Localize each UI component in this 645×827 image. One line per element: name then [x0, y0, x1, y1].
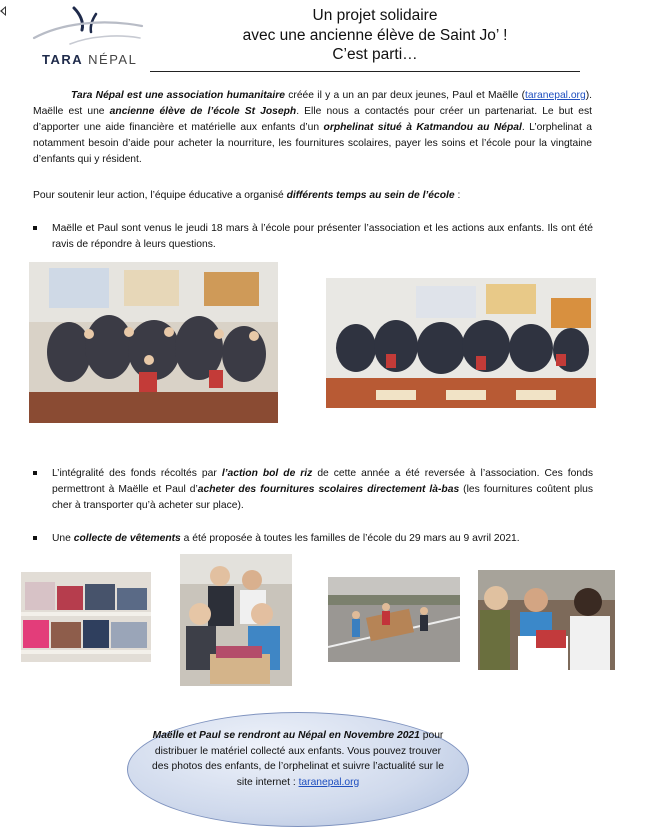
callout-body: pour distribuer le matériel collecté aux enfants. Vous pouvez trouver des photos des enfants, de l’orphelinat et suivre l’actualité sur le site internet :: [152, 730, 444, 788]
b2-text-1: L’intégralité des fonds récoltés par: [52, 468, 222, 479]
photo-children-sorting: [478, 570, 615, 670]
b2-bold-1: l’action bol de riz: [221, 468, 313, 479]
alumni-bold: ancienne élève de l’école St Joseph: [109, 106, 297, 117]
intro-text-1: Pour soutenir leur action, l’équipe éducative a organisé: [33, 190, 287, 201]
bullet-school-visit: [33, 221, 593, 253]
bullet-text: Maëlle et Paul sont venus le jeudi 18 mars à l’école pour présenter l’association et les actions aux enfants. Ils ont été ravis de répondre à leurs questions.: [52, 223, 593, 250]
bullet-square-icon: [33, 226, 37, 230]
org-description-bold: Tara Népal est une association humanitaire: [71, 90, 285, 101]
b3-text-2: a été proposée à toutes les familles de l’école du 29 mars au 9 avril 2021.: [180, 533, 520, 544]
logo-name-light: NÉPAL: [88, 52, 138, 67]
title-line-3: C’est parti…: [332, 46, 418, 63]
b3-bold: collecte de vêtements: [73, 533, 181, 544]
bullet-text: [52, 466, 593, 514]
bullet-rice-bowl: [33, 466, 593, 514]
callout-bold: Maëlle et Paul se rendront au Népal en Novembre 2021: [152, 730, 420, 741]
bullet-clothes-collection: [33, 531, 593, 547]
intro-paragraph: [33, 88, 592, 168]
bullet-square-icon: [33, 536, 37, 540]
logo-name-bold: TARA: [42, 52, 84, 67]
para-text-2: ). Maëlle est une: [33, 90, 592, 117]
para-text-4: . L’orphelinat a notamment besoin d’aide pour acheter la nourriture, les fournitures scolaires, payer les soins et l’école pour la vingtaine d’enfants qui y résident.: [33, 122, 592, 165]
b2-bold-2: acheter des fournitures scolaires directement là-bas: [197, 484, 460, 495]
callout-taranepal-link[interactable]: taranepal.org: [298, 776, 360, 788]
photo-children-outdoors: [328, 577, 460, 662]
b2-text-3: (les fournitures coûtent plus cher à transporter qu’à acheter sur place).: [52, 484, 593, 511]
title-line-2: avec une ancienne élève de Saint Jo’ !: [242, 26, 508, 44]
page-title: [170, 6, 580, 65]
title-line-1: Un projet solidaire: [312, 7, 438, 24]
para-text-1: créée il y a un an par deux jeunes, Paul et Maëlle (: [284, 90, 526, 101]
orphanage-bold: orphelinat situé à Katmandou au Népal: [323, 122, 522, 133]
intro-text-2: :: [454, 190, 461, 201]
tara-nepal-logo: [30, 4, 150, 68]
intro-bold: différents temps au sein de l’école: [286, 190, 455, 201]
bullet-square-icon: [33, 471, 37, 475]
actions-intro: [33, 188, 593, 204]
bullet-text: [52, 531, 593, 547]
b3-text-1: Une: [52, 533, 74, 544]
corner-marker-icon: [0, 6, 6, 16]
photo-group-classroom-1: [29, 262, 278, 423]
b2-text-2: de cette année a été reversée à l’association. Ces fonds permettront à Maëlle et Paul d’: [52, 468, 593, 495]
logo-swoosh-icon: [30, 4, 150, 54]
photo-clothes-pile: [21, 572, 151, 662]
para-text-3: . Elle nous a contactés pour créer un partenariat. Le but est d’apporter une aide financière et matérielle aux enfants d’un: [33, 106, 592, 133]
title-underline: [150, 71, 580, 72]
photo-children-with-box: [180, 554, 292, 686]
callout-text: [150, 728, 446, 790]
logo-wordmark: [42, 52, 137, 67]
taranepal-link[interactable]: taranepal.org: [525, 90, 586, 101]
photo-group-classroom-2: [326, 278, 596, 408]
